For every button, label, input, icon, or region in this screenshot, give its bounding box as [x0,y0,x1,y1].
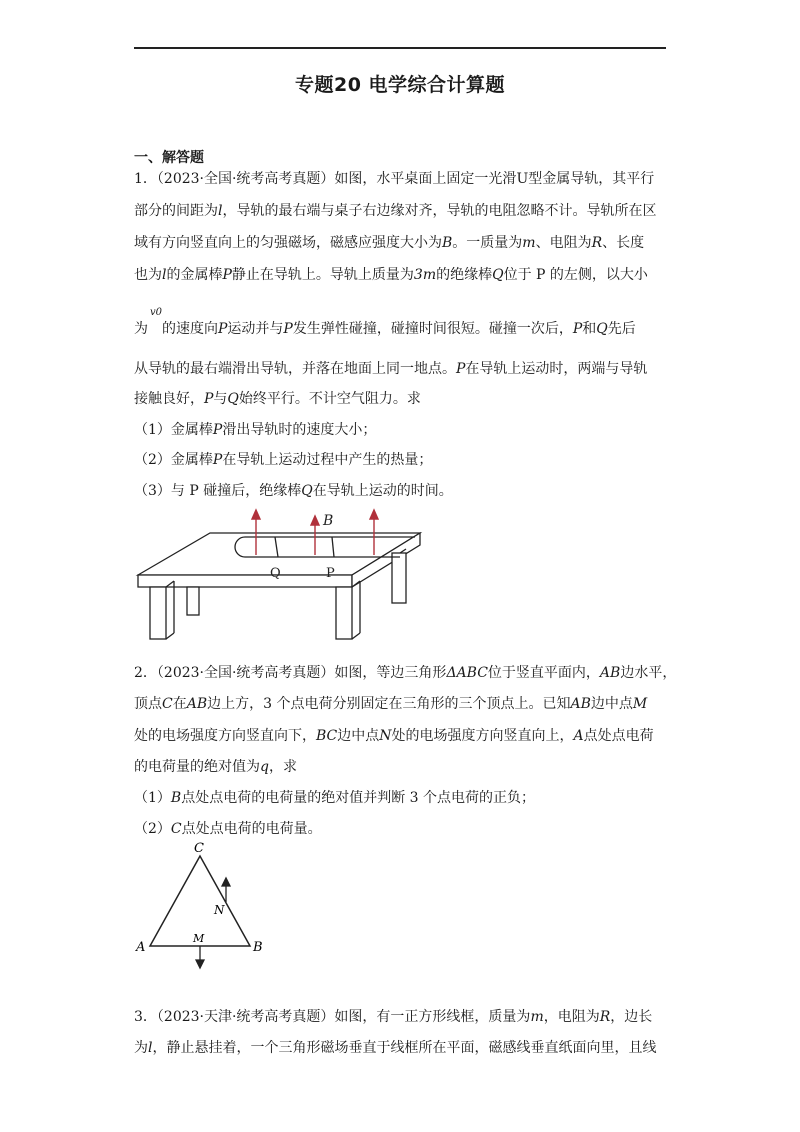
q3-line-2: 为l，静止悬挂着，一个三角形磁场垂直于线框所在平面，磁感线垂直纸面向里，且线 [134,1040,657,1056]
q2-sub-2: （2）C点处点电荷的电荷量。 [134,821,322,837]
triangle-figure [130,838,270,978]
section-heading: 一、解答题 [134,150,204,166]
point-label-m: M [193,932,205,945]
rod-label-p: P [326,566,335,581]
q2-line-2: 顶点C在AB边上方，3 个点电荷分别固定在三角形的三个顶点上。已知AB边中点M [134,696,648,712]
q2-sub-1: （1）B点处点电荷的电荷量的绝对值并判断 3 个点电荷的正负； [134,790,536,806]
rod-label-q: Q [270,566,281,581]
q1-line-3: 域有方向竖直向上的匀强磁场，磁感应强度大小为B。一质量为m、电阻为R、长度 [134,235,645,251]
q1-sub-3: （3）与 P 碰撞后，绝缘棒Q在导轨上运动的时间。 [134,483,453,499]
vertex-label-a: A [136,940,146,955]
q1-line-6: 从导轨的最右端滑出导轨，并落在地面上同一地点。P在导轨上运动时，两端与导轨 [134,361,648,377]
table-rail-figure [130,505,430,645]
q1-line-5: 为 的速度向P运动并与P发生弹性碰撞，碰撞时间很短。碰撞一次后，P和Q先后 [134,321,636,337]
q2-line-4: 的电荷量的绝对值为q，求 [134,759,297,775]
field-label-b: B [323,513,334,529]
header-rule [134,47,666,49]
vertex-label-b: B [253,940,263,955]
q1-sub-2: （2）金属棒P在导轨上运动过程中产生的热量； [134,452,433,468]
q3-line-1: 3．（2023·天津·统考高考真题）如图，有一正方形线框，质量为m，电阻为R，边长 [134,1009,653,1025]
q2-line-3: 处的电场强度方向竖直向下，BC边中点N处的电场强度方向竖直向上，A点处点电荷 [134,728,654,744]
q1-sub-1: （1）金属棒P滑出导轨时的速度大小； [134,422,377,438]
page-title: 专题20 电学综合计算题 [294,74,506,96]
q1-line-7: 接触良好，P与Q始终平行。不计空气阻力。求 [134,391,421,407]
v0-symbol: v0 [150,307,163,318]
q1-line-2: 部分的间距为l，导轨的最右端与桌子右边缘对齐，导轨的电阻忽略不计。导轨所在区 [134,203,657,219]
vertex-label-c: C [194,841,204,856]
q2-line-1: 2．（2023·全国·统考高考真题）如图，等边三角形ΔABC位于竖直平面内，AB边水平， [134,665,677,681]
q1-line-1: 1．（2023·全国·统考高考真题）如图，水平桌面上固定一光滑U型金属导轨，其平行 [134,171,655,187]
point-label-n: N [214,903,225,917]
q1-line-4: 也为l的金属棒P静止在导轨上。导轨上质量为3m的绝缘棒Q位于 P 的左侧，以大小 [134,267,648,283]
